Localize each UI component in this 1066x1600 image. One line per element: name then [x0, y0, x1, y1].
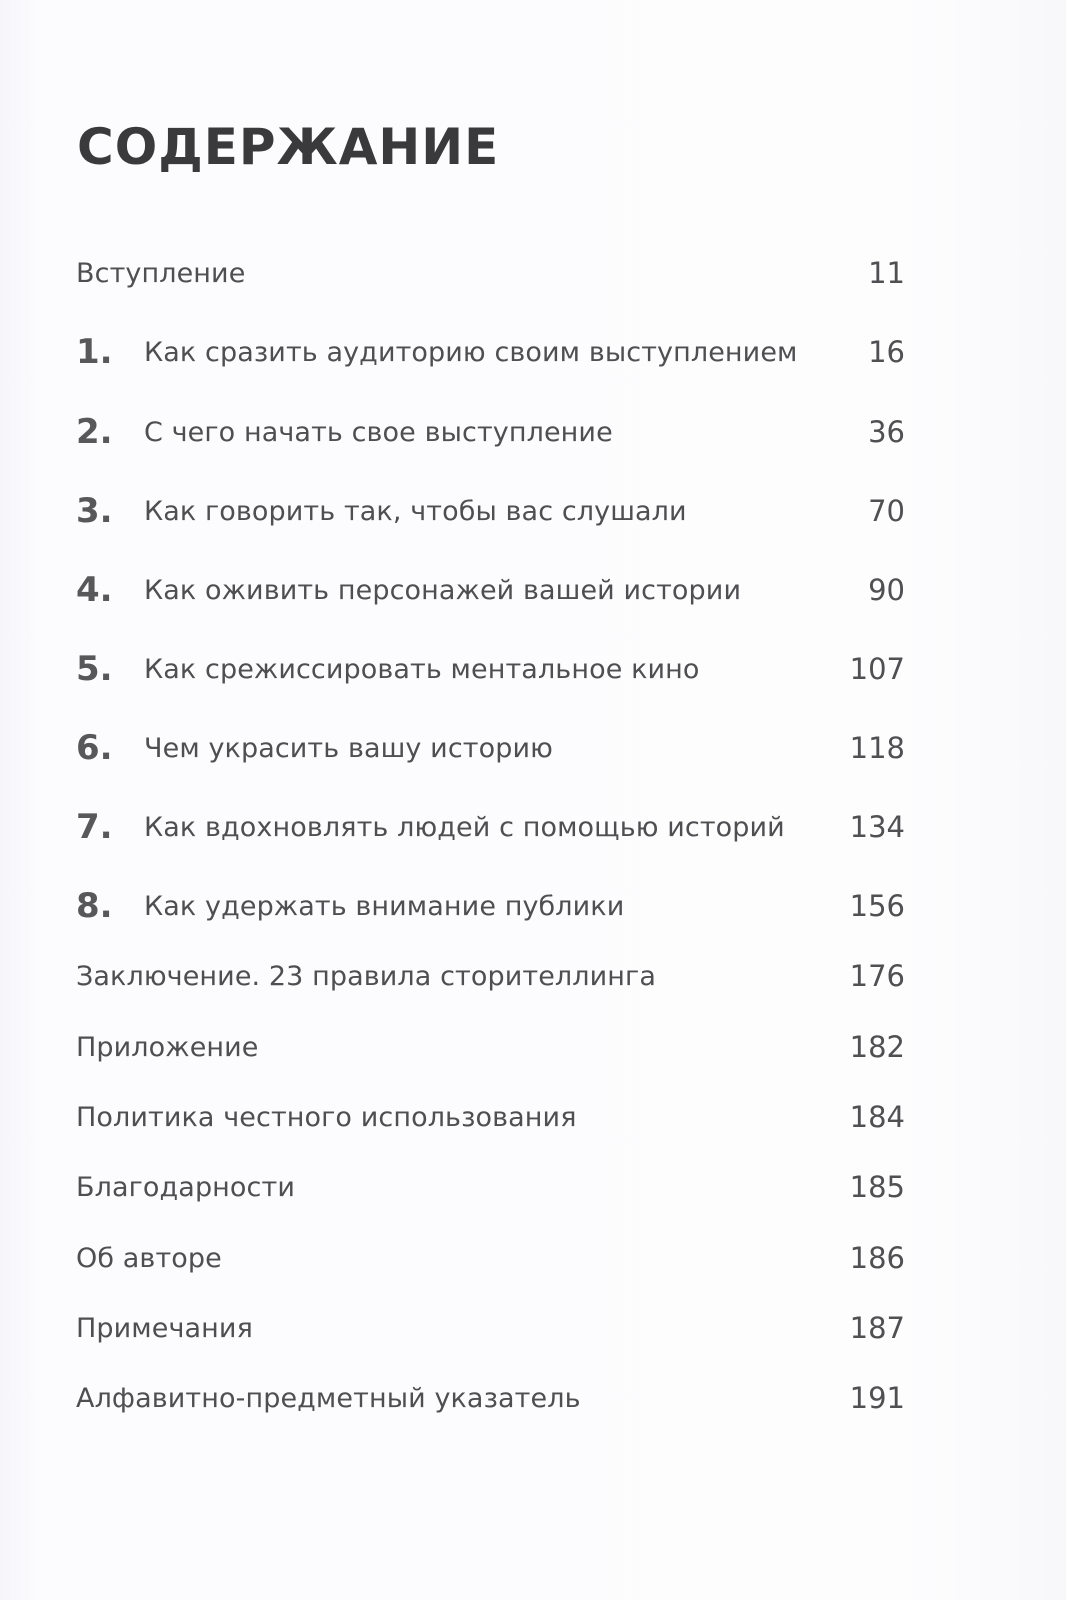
toc-entry-introduction[interactable] — [76, 251, 905, 295]
toc-entry-page: 191 — [849, 1381, 905, 1415]
toc-entry-about-author[interactable] — [76, 1236, 905, 1280]
toc-entry-label: Как вдохновлять людей с помощью историй — [144, 811, 785, 843]
toc-entry-label: Как говорить так, чтобы вас слушали — [144, 495, 687, 527]
toc-entry-page: 176 — [849, 959, 905, 993]
chapter-number: 7. — [76, 807, 113, 847]
toc-entry-page: 182 — [849, 1030, 905, 1064]
toc-entry-label: Приложение — [76, 1031, 259, 1063]
toc-entry-page: 184 — [849, 1100, 905, 1134]
toc-entry-acknowledgements[interactable] — [76, 1165, 905, 1209]
toc-entry-conclusion[interactable] — [76, 954, 905, 998]
toc-entry-chapter-5[interactable] — [76, 647, 905, 691]
toc-entry-label: Как удержать внимание публики — [144, 890, 625, 922]
chapter-number: 8. — [76, 886, 113, 926]
toc-entry-label: Чем украсить вашу историю — [144, 732, 553, 764]
toc-entry-chapter-3[interactable] — [76, 489, 905, 533]
toc-entry-label: С чего начать свое выступление — [144, 416, 613, 448]
toc-entry-page: 107 — [849, 652, 905, 686]
toc-entry-chapter-7[interactable] — [76, 805, 905, 849]
toc-entry-page: 134 — [849, 810, 905, 844]
chapter-number: 2. — [76, 412, 113, 452]
chapter-number: 6. — [76, 728, 113, 768]
toc-entry-label: Об авторе — [76, 1242, 222, 1274]
toc-entry-notes[interactable] — [76, 1306, 905, 1350]
toc-entry-page: 187 — [849, 1311, 905, 1345]
toc-entry-page: 36 — [868, 415, 905, 449]
toc-entry-appendix[interactable] — [76, 1025, 905, 1069]
toc-entry-page: 90 — [868, 573, 905, 607]
toc-entry-label: Политика честного использования — [76, 1101, 577, 1133]
toc-entry-page: 185 — [849, 1170, 905, 1204]
page-title: СОДЕРЖАНИЕ — [77, 118, 500, 176]
toc-entry-chapter-6[interactable] — [76, 726, 905, 770]
toc-entry-index[interactable] — [76, 1376, 905, 1420]
toc-entry-page: 11 — [868, 256, 905, 290]
toc-entry-label: Заключение. 23 правила сторителлинга — [76, 960, 656, 992]
toc-entry-page: 156 — [849, 889, 905, 923]
chapter-number: 1. — [76, 332, 113, 372]
toc-entry-chapter-4[interactable] — [76, 568, 905, 612]
toc-entry-chapter-1[interactable] — [76, 330, 905, 374]
toc-entry-label: Как срежиссировать ментальное кино — [144, 653, 700, 685]
toc-entry-page: 118 — [849, 731, 905, 765]
toc-entry-chapter-2[interactable] — [76, 410, 905, 454]
chapter-number: 3. — [76, 491, 113, 531]
chapter-number: 4. — [76, 570, 113, 610]
toc-entry-page: 186 — [849, 1241, 905, 1275]
toc-entry-page: 16 — [868, 335, 905, 369]
toc-entry-label: Примечания — [76, 1312, 253, 1344]
toc-entry-chapter-8[interactable] — [76, 884, 905, 928]
toc-entry-page: 70 — [868, 494, 905, 528]
toc-entry-label: Как оживить персонажей вашей истории — [144, 574, 742, 606]
toc-entry-fair-use-policy[interactable] — [76, 1095, 905, 1139]
toc-entry-label: Благодарности — [76, 1171, 295, 1203]
toc-entry-label: Вступление — [76, 257, 246, 289]
toc-entry-label: Как сразить аудиторию своим выступлением — [144, 336, 798, 368]
chapter-number: 5. — [76, 649, 113, 689]
toc-entry-label: Алфавитно-предметный указатель — [76, 1382, 581, 1414]
